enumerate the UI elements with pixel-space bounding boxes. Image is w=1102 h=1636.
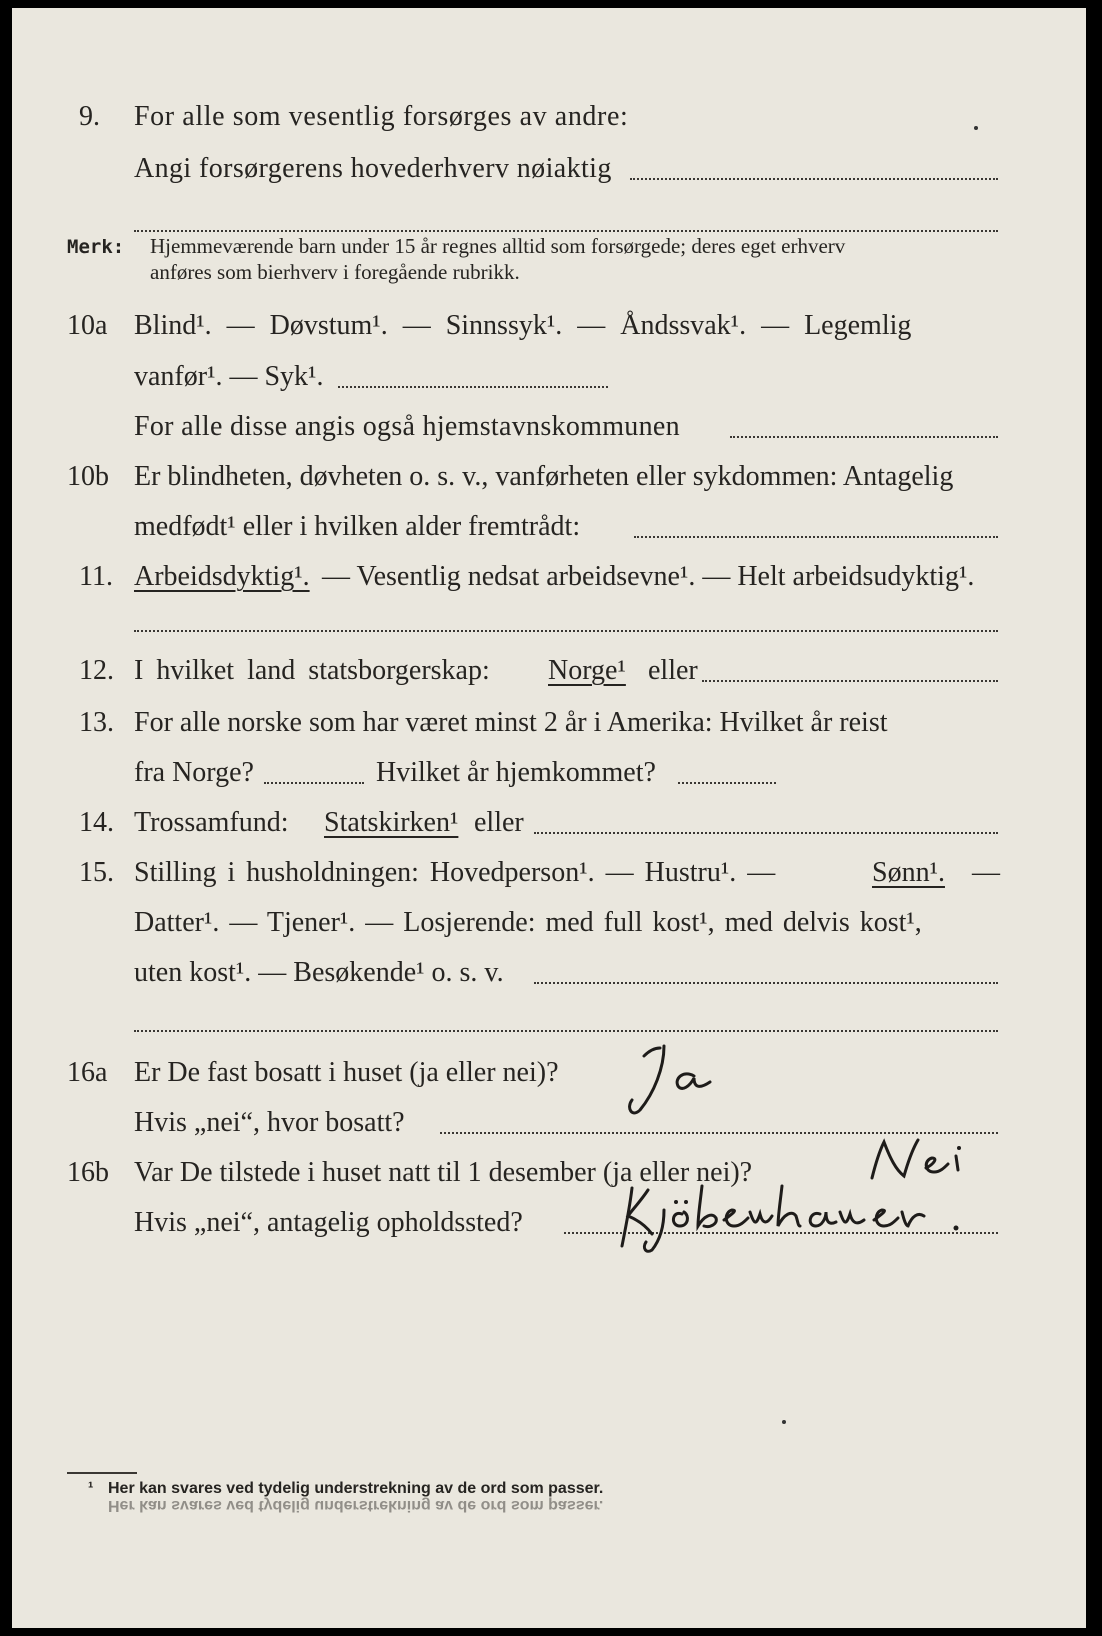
- q16a-number: 16a: [67, 1057, 108, 1088]
- q13-number: 13.: [79, 707, 114, 738]
- q11-other-options: — Vesentlig nedsat arbeidsevne¹. — Helt arbeidsudyktig¹.: [322, 561, 975, 592]
- q12-number: 12.: [79, 655, 114, 686]
- merk-line2: anføres som bierhverv i foregående rubrikk.: [150, 260, 520, 284]
- q13-part-b: Hvilket år hjemkommet?: [376, 757, 656, 788]
- merk-label: Merk:: [67, 236, 125, 258]
- q10b-line2: medfødt¹ eller i hvilken alder fremtrådt:: [134, 511, 581, 542]
- q11-answer-line[interactable]: [134, 630, 998, 632]
- q15-answer-line[interactable]: [534, 982, 998, 984]
- q10a-line3: For alle disse angis også hjemstavnskommunen: [134, 411, 680, 442]
- q12-text: I hvilket land statsborgerskap:: [134, 655, 490, 686]
- q10b-line1: Er blindheten, døvheten o. s. v., vanførheten eller sykdommen: Antagelig: [134, 461, 954, 492]
- q9-line1: For alle som vesentlig forsørges av andre:: [134, 101, 629, 132]
- census-form-page: [12, 8, 1086, 1628]
- q15-line2: Datter¹. — Tjener¹. — Losjerende: med full kost¹, med delvis kost¹,: [134, 907, 922, 938]
- q13-return-year-line[interactable]: [678, 782, 776, 784]
- q14-answer-statskirken[interactable]: Statskirken¹: [324, 807, 459, 838]
- footnote-mark: ¹: [88, 1480, 94, 1497]
- q16b-number: 16b: [67, 1157, 109, 1188]
- q15-answer-line-2[interactable]: [134, 1030, 998, 1032]
- q16b-line1: Var De tilstede i huset natt til 1 desember (ja eller nei)?: [134, 1157, 753, 1188]
- q10a-line1: Blind¹. — Døvstum¹. — Sinnssyk¹. — Åndssvak¹. — Legemlig: [134, 310, 912, 341]
- footnote-rule: [67, 1472, 137, 1474]
- q13-departure-year-line[interactable]: [264, 782, 364, 784]
- q16b-handwritten-place: [612, 1176, 972, 1261]
- q13-line1: For alle norske som har været minst 2 år i Amerika: Hvilket år reist: [134, 707, 888, 738]
- q10a-line2: vanfør¹. — Syk¹.: [134, 361, 324, 392]
- q13-part-a: fra Norge?: [134, 757, 254, 788]
- q12-tail: eller: [648, 655, 698, 686]
- q11-number: 11.: [79, 561, 113, 592]
- q15-dash: —: [972, 857, 1000, 888]
- q9-line2: Angi forsørgerens hovederhverv nøiaktig: [134, 153, 612, 184]
- q16a-handwritten-answer: [624, 1038, 734, 1123]
- q14-answer-line[interactable]: [534, 832, 998, 834]
- q15-line1: Stilling i husholdningen: Hovedperson¹. — Hustru¹. —: [134, 857, 776, 888]
- q14-number: 14.: [79, 807, 114, 838]
- q11-option-arbeidsdyktig[interactable]: Arbeidsdyktig¹.: [134, 561, 310, 592]
- q12-answer-line[interactable]: [702, 680, 998, 682]
- stray-dot: [782, 1420, 786, 1424]
- q10b-number: 10b: [67, 461, 109, 492]
- q10b-answer-line[interactable]: [634, 536, 998, 538]
- q15-number: 15.: [79, 857, 114, 888]
- footnote-text: Her kan svares ved tydelig understrekning av de ord som passer.: [108, 1480, 604, 1497]
- q16a-line1: Er De fast bosatt i huset (ja eller nei)?: [134, 1057, 559, 1088]
- q14-text: Trossamfund:: [134, 807, 289, 838]
- q16a-line2: Hvis „nei“, hvor bosatt?: [134, 1107, 405, 1138]
- q14-tail: eller: [474, 807, 524, 838]
- footnote-offset-print: Her kan svares ved tydelig understrekning av de ord som passer.: [108, 1497, 604, 1514]
- q10a-hometown-line[interactable]: [730, 436, 998, 438]
- q10a-answer-line[interactable]: [338, 386, 608, 388]
- q9-number: 9.: [79, 101, 100, 132]
- q12-answer-norge[interactable]: Norge¹: [548, 655, 626, 686]
- merk-line1: Hjemmeværende barn under 15 år regnes alltid som forsørgede; deres eget erhverv: [150, 234, 846, 258]
- q16b-line2: Hvis „nei“, antagelig opholdssted?: [134, 1207, 523, 1238]
- q9-answer-line[interactable]: [630, 178, 998, 180]
- q10a-number: 10a: [67, 310, 108, 341]
- q15-answer-sonn[interactable]: Sønn¹.: [872, 857, 945, 888]
- q15-line3: uten kost¹. — Besøkende¹ o. s. v.: [134, 957, 504, 988]
- stray-dot: [974, 126, 978, 130]
